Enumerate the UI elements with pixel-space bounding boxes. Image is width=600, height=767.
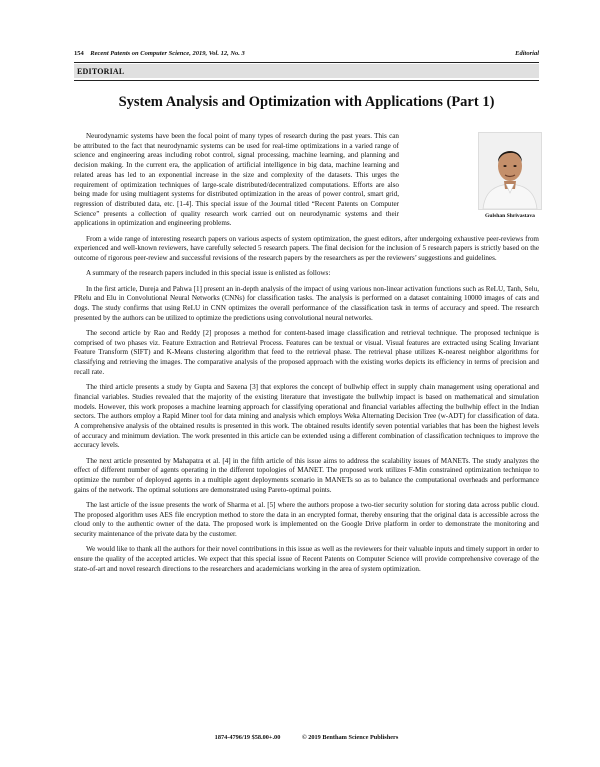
paragraph-acknowledgement: We would like to thank all the authors for their novel contributions in this issue as well as the reviewers for their valuable inputs and timely support in order to ensure the quality of the accepted articles. We expect that this special issue of Recent Patents on Computer Science will provide comprehensive coverage of the state-of-art and novel research directions to the researchers and academicians working in the area of system optimization. — [74, 545, 539, 573]
section-bar — [74, 64, 539, 78]
footer-copyright: © 2019 Bentham Science Publishers — [301, 734, 399, 741]
section-label: EDITORIAL — [77, 67, 125, 76]
running-header — [74, 50, 539, 58]
page-number: 154 — [74, 50, 84, 57]
paragraph-article-2: The second article by Rao and Reddy [2] proposes a method for content-based image classification and retrieval technique. The proposed technique is comprised of two phases viz. Feature Extraction and Retrieval Process. Features can be textual or visual. Visual features are extracted using Scaling Invariant Feature Transform (SIFT) and K-Means clustering algorithm that feed to the retrieval phase. The retrieval phase utilizes K-nearest neighbor algorithms for classifying and retrieving the images. The comparative analysis of the proposed approach with the existing works depicts its efficiency in terms of precision and recall rate. — [74, 329, 539, 376]
section-right-label: Editorial — [515, 50, 539, 57]
paragraph-article-4: The next article presented by Mahapatra et al. [4] in the fifth article of this issue aims to address the scalability issues of MANETs. The study analyzes the effect of different number of agents operating in the different topologies of MANET. The proposed work utilizes F-Min constrained optimization technique to optimize the number of deployed agents in a multiple agent deployments scenario in MANETs so as to balance the computational overheads and performance gains of the network. The optimal solutions are demonstrated using Pareto-optimal points. — [74, 456, 539, 494]
article-body — [74, 132, 539, 580]
header-rule — [74, 62, 539, 63]
paragraph-intro: Neurodynamic systems have been the focal point of many types of research during the past years. This can be attributed to the fact that neurodynamic systems can be used for real-time optimizations in a varied range of science and engineering areas including robot control, signal processing, machine learning, and planning and decision making. In the current era, the application of artificial intelligence in big data, machine learning and related areas has led to an exponential increase in the size and complexity of the datasets. This urges the requirement of optimization techniques of large-scale distributed/decentralized computations. Efforts are also being made for using multiagent systems for distributed optimization in the areas of power control, smart grid, regression of distributed data, etc. [1-4]. This special issue of the Journal titled “Recent Patents on Computer Science” presents a collection of quality research work carried out on neurodynamic systems and their applications in optimization and engineering problems. — [74, 132, 399, 228]
article-title: System Analysis and Optimization with Applications (Part 1) — [118, 94, 495, 110]
footer-issn: 1874-4796/19 $58.00+.00 — [214, 734, 281, 741]
paragraph-selection: From a wide range of interesting research papers on various aspects of system optimization, the guest editors, after undergoing exhaustive peer-reviews from experienced and well-known reviewers, have carefully selected 5 research papers. The final decision for the inclusion of 5 research papers is strictly based on the outcome of rigorous peer-review and successful revisions of the research papers by the researchers as per the reviewers’ suggestions and guidelines. — [74, 234, 539, 263]
paragraph-summary-lead: A summary of the research papers included in this special issue is enlisted as follows: — [86, 269, 331, 278]
paragraph-article-5: The last article of the issue presents the work of Sharma et al. [5] where the authors propose a two-tier security solution for storing data across public cloud. The proposed algorithm uses AES file encryption method to store the data in an encrypted format, thereby ensuring that the original data is accessible across the cloud only to the authentic owner of the data. The proposed work is implemented on the Google Drive platform in order to demonstrate the monitoring and security maintenance of the private data by the customer. — [74, 501, 539, 539]
photo-caption: Gulshan Shrivastava — [485, 213, 535, 219]
section-rule — [74, 80, 539, 81]
page-footer — [74, 734, 539, 741]
paragraph-article-3: The third article presents a study by Gupta and Saxena [3] that explores the concept of bullwhip effect in supply chain management using operational and financial variables. Studies revealed that the majority of the existing literature that investigate the bullwhip impact is based on mathematical and simulation models. However, this work proposes a machine learning approach for classifying operational and financial variables affecting the bullwhip effect in the Indian sectors. The authors employ a Rapid Miner tool for data mining and analysis which employs Weka Alternating Decision Tree (w-ADT) for classification of data. A comprehensive analysis of the obtained results is presented in this work. The obtained results identify seven potential variables that has been the highest levels of accuracy and minimum deviation. The work presented in this article can be extended using a different combination of classification techniques to improve the accuracy levels. — [74, 383, 539, 450]
paragraph-article-1: In the first article, Dureja and Pahwa [1] present an in-depth analysis of the impact of using various non-linear activation functions such as ReLU, Tanh, Selu, PRelu and Elu in Convolutional Neural Networks (CNNs) for classification tasks. The analysis is performed on a dataset containing 10000 images of cats and dogs. The study confirms that using ReLU in CNN optimizes the overall performance of the classification task in terms of accuracy and speed. The research presented by the authors can be utilized to optimize the predictions using convolutional neural networks. — [74, 284, 539, 322]
journal-citation: Recent Patents on Computer Science, 2019, Vol. 12, No. 3 — [90, 50, 245, 57]
